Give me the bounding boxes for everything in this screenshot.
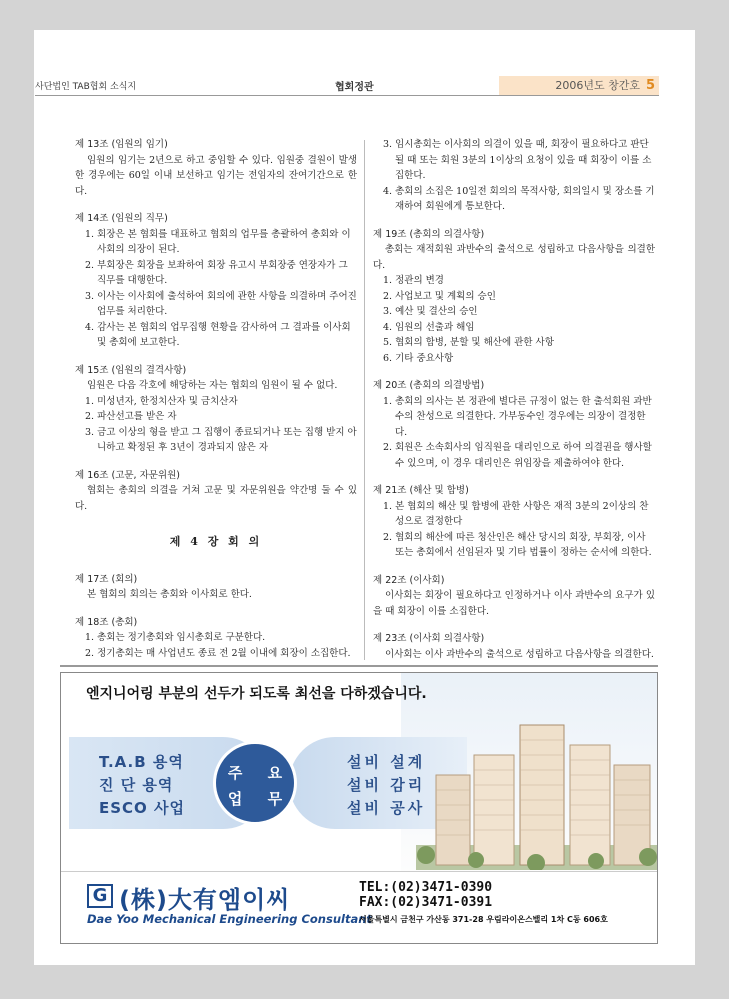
service-item: ESCO 사업 (99, 799, 186, 817)
article-title: 제 19조 (총회의 의결사항) (373, 228, 485, 240)
article-title: 제 15조 (임원의 결격사항) (75, 364, 187, 376)
page-header (35, 76, 659, 96)
article-list (373, 137, 655, 215)
article (373, 227, 655, 367)
company-address: 서울특별시 금천구 가산동 371-28 우림라이온스밸리 1차 C동 606호 (359, 915, 608, 924)
article-title: 제 22조 (이사회) (373, 574, 445, 586)
article-paragraph: 임원의 임기는 2년으로 하고 중임할 수 있다. 임원중 결원이 발생한 경우에는 60일 이내 보선하고 임기는 전임자의 잔여기간으로 한다. (75, 154, 357, 197)
list-item: 4. 총회의 소집은 10일전 회의의 목적사항, 회의일시 및 장소를 기재하여 회원에게 통보한다. (383, 185, 655, 212)
fax: FAX:(02)3471-0391 (359, 895, 493, 910)
article-paragraph: 이사회는 이사 과반수의 출석으로 성립하고 다음사항을 의결한다. (385, 648, 654, 660)
article-paragraph: 총회는 재적회원 과반수의 출석으로 성립하고 다음사항을 의결한다. (373, 244, 655, 271)
list-item: 1. 총회의 의사는 본 정관에 별다른 규정이 없는 한 출석회원 과반수의 찬성으로 의결한다. 가부동수인 경우에는 의장이 결정한다. (383, 395, 652, 438)
ad-footer (61, 871, 658, 944)
list-item: 1. 미성년자, 한정치산자 및 금치산자 (85, 395, 238, 407)
list-item: 3. 이사는 이사회에 출석하여 회의에 관한 사항을 의결하며 주어진 업무를 처리한다. (85, 290, 357, 317)
service-item: 설비 설계 (347, 753, 426, 771)
article-paragraph: 협회는 총회의 의결을 거쳐 고문 및 자문위원을 약간명 둘 수 있다. (75, 485, 357, 512)
article-title: 제 14조 (임원의 직무) (75, 213, 168, 224)
list-item: 1. 총회는 정기총회와 임시총회로 구분한다. (85, 632, 266, 643)
article (75, 211, 357, 351)
list-item: 4. 감사는 본 협회의 업무집행 현황을 감사하여 그 결과를 이사회 및 총회에 보고한다. (85, 321, 351, 348)
article-title: 제 23조 (이사회 의결사항) (373, 633, 485, 644)
list-item: 2. 파산선고를 받은 자 (85, 411, 177, 422)
list-item: 2. 회원은 소속회사의 임직원을 대리인으로 하여 의결권을 행사할 수 있으며, 이 경우 대리인은 위임장을 제출하여야 한다. (383, 442, 652, 469)
list-item: 3. 임시총회는 이사회의 의결이 있을 때, 회장이 필요하다고 판단될 때 또는 회원 3분의 1이상의 요청이 있을 때 회장이 이를 소집한다. (383, 139, 652, 181)
list-item: 2. 사업보고 및 계획의 승인 (383, 290, 496, 302)
article-list (75, 394, 357, 456)
apartment-illustration (416, 695, 658, 870)
article-paragraph: 본 협회의 회의는 총회와 이사회로 한다. (87, 589, 252, 600)
service-item: 설비 감리 (347, 776, 426, 794)
advertisement (60, 672, 658, 944)
service-item: 설비 공사 (347, 799, 426, 817)
left-column (75, 137, 357, 673)
right-column (373, 137, 655, 674)
ad-slogan: 엔지니어링 부분의 선두가 되도록 최선을 다하겠습니다. (86, 686, 427, 702)
list-item: 3. 금고 이상의 형을 받고 그 집행이 종료되거나 또는 집행 받지 아니하고 확정된 후 3년이 경과되지 않은 자 (85, 426, 357, 453)
section-title: 협회정관 (335, 82, 374, 93)
company-name-en: Dae Yoo Mechanical Engineering Consultant (87, 912, 372, 926)
article-title: 제 20조 (총회의 의결방법) (373, 380, 485, 391)
article (75, 615, 357, 662)
article-paragraph: 임원은 다음 각호에 해당하는 자는 협회의 임원이 될 수 없다. (87, 380, 338, 391)
article (373, 378, 655, 471)
newsletter-title: 사단법인 TAB협회 소식지 (35, 82, 137, 92)
article-title: 제 17조 (회의) (75, 573, 138, 585)
issue-label: 2006년도 창간호 5 (499, 76, 659, 95)
list-item: 5. 협회의 합병, 분할 및 해산에 관한 사항 (383, 337, 554, 348)
column-divider (364, 140, 365, 660)
list-item: 2. 협회의 해산에 따른 청산인은 해산 당시의 회장, 부회장, 이사 또는 총회에서 선임된자 및 기타 법률이 정하는 순서에 의한다. (383, 531, 652, 558)
article (373, 631, 655, 662)
list-item: 3. 예산 및 결산의 승인 (383, 306, 478, 317)
article-list (373, 273, 655, 366)
article-title: 제 13조 (임원의 임기) (75, 139, 168, 150)
article-title: 제 18조 (총회) (75, 616, 138, 628)
list-item: 1. 본 협회의 해산 및 합병에 관한 사항은 재적 3분의 2이상의 찬성으로 결정한다 (383, 500, 649, 527)
list-item: 1. 회장은 본 협회를 대표하고 협회의 업무를 총괄하여 총회와 이사회의 의장이 된다. (85, 228, 351, 255)
list-item: 2. 부회장은 회장을 보좌하여 회장 유고시 부회장중 연장자가 그 직무를 대행한다. (85, 259, 348, 286)
article-paragraph: 이사회는 회장이 필요하다고 인정하거나 이사 과반수의 요구가 있을 때 회장이 이를 소집한다. (373, 590, 655, 617)
article-title: 제 21조 (해산 및 합병) (373, 485, 469, 496)
chapter-heading: 제 4 장 회 의 (169, 535, 263, 548)
list-item: 2. 정기총회는 매 사업년도 종료 전 2월 이내에 회장이 소집한다. (85, 647, 351, 659)
article-list (75, 630, 357, 661)
article-title: 제 16조 (고문, 자문위원) (75, 469, 180, 481)
article-list (373, 394, 655, 472)
article (75, 137, 357, 199)
contact-numbers (359, 880, 492, 910)
article (373, 137, 655, 215)
article (75, 468, 357, 515)
page-number: 5 (645, 78, 655, 93)
telephone: TEL:(02)3471-0390 (359, 880, 493, 895)
company-name-kr: (株)大有엠이씨 (119, 886, 291, 914)
ad-divider (60, 665, 658, 667)
article-list (75, 227, 357, 351)
list-item: 4. 임원의 선출과 해임 (383, 321, 475, 333)
article (373, 573, 655, 620)
list-item: 1. 정관의 변경 (383, 275, 444, 286)
main-business-badge: 주 요 업 무 (213, 741, 297, 825)
article-list (373, 499, 655, 561)
service-item: T.A.B 용역 (99, 753, 184, 771)
company-logo-icon: G (87, 884, 113, 908)
article (75, 572, 357, 603)
service-item: 진 단 용역 (99, 776, 174, 794)
list-item: 6. 기타 중요사항 (383, 352, 454, 364)
article (373, 483, 655, 561)
article (75, 363, 357, 456)
